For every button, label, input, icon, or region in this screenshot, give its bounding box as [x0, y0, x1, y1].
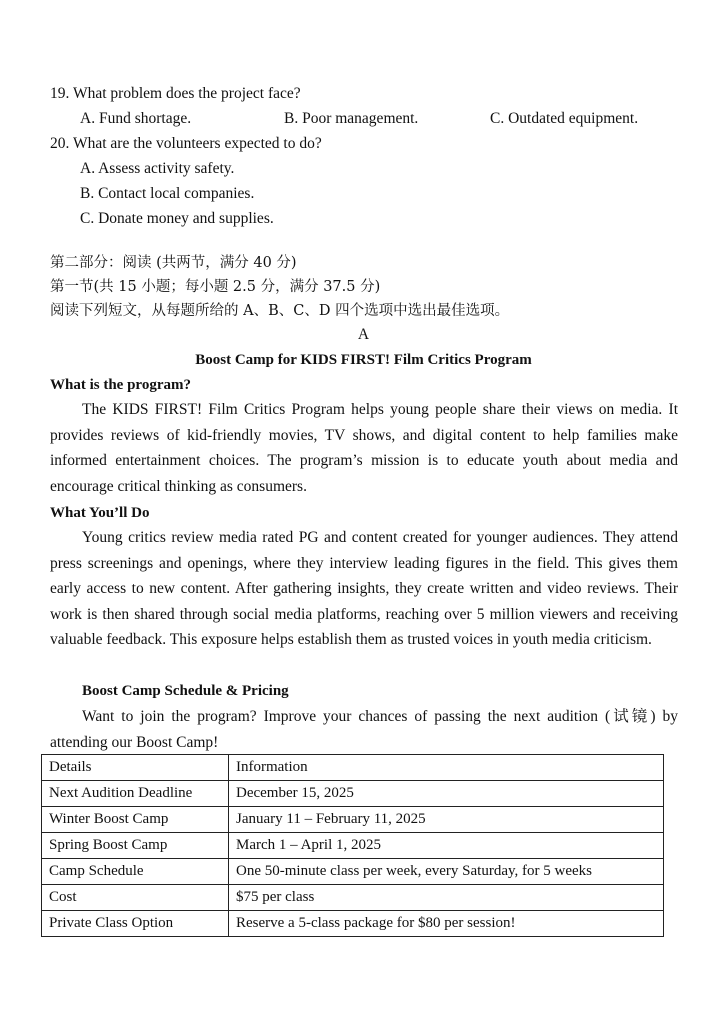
table-row [42, 781, 664, 807]
table-cell-detail: Spring Boost Camp [42, 833, 229, 859]
table-row [42, 885, 664, 911]
table-cell-info: Reserve a 5-class package for $80 per session! [229, 911, 664, 937]
passage-title: Boost Camp for KIDS FIRST! Film Critics Program [195, 352, 532, 368]
sub-title: 第一节(共 15 小题；每小题 2.5 分，满分 37.5 分) [50, 279, 381, 295]
paragraph-2: Young critics review media rated PG and content created for younger audiences. They attend press screenings and openings, where they interview leading figures in the field. This gives them early access to new content. After gathering insights, they create written and video reviews. Their work is then shared through social media platforms, reaching over 5 million viewers and receiving valuable feedback. This exposure helps establish them as trusted voices in youth media criticism. [50, 529, 678, 649]
table-header-information: Information [229, 755, 664, 781]
table-cell-detail: Winter Boost Camp [42, 807, 229, 833]
schedule-table [41, 754, 664, 937]
table-row [42, 859, 664, 885]
heading-schedule-pricing: Boost Camp Schedule & Pricing [82, 683, 289, 699]
question-20-stem: 20. What are the volunteers expected to do? [50, 135, 322, 152]
table-cell-info: December 15, 2025 [229, 781, 664, 807]
passage-letter: A [357, 326, 370, 343]
question-20-option-a: A. Assess activity safety. [80, 160, 235, 177]
table-row [42, 911, 664, 937]
paragraph-3: Want to join the program? Improve your chances of passing the next audition (试镜) by attending our Boost Camp! [50, 708, 678, 751]
table-header-details: Details [42, 755, 229, 781]
question-19-option-c: C. Outdated equipment. [490, 110, 639, 127]
question-20-option-c: C. Donate money and supplies. [80, 210, 274, 227]
instruction: 阅读下列短文，从每题所给的 A、B、C、D 四个选项中选出最佳选项。 [50, 303, 510, 319]
paragraph-1: The KIDS FIRST! Film Critics Program helps young people share their views on media. It provides reviews of kid-friendly movies, TV shows, and digital content to help families make informed entertainment choices. The program’s mission is to educate youth about media and encourage critical thinking as consumers. [50, 401, 678, 495]
table-cell-detail: Private Class Option [42, 911, 229, 937]
table-cell-detail: Next Audition Deadline [42, 781, 229, 807]
table-cell-info: March 1 – April 1, 2025 [229, 833, 664, 859]
part-title: 第二部分：阅读 (共两节，满分 40 分) [50, 255, 297, 271]
table-header-row [42, 755, 664, 781]
question-19-option-a: A. Fund shortage. [80, 110, 192, 127]
table-row [42, 833, 664, 859]
table-cell-detail: Cost [42, 885, 229, 911]
question-20-option-b: B. Contact local companies. [80, 185, 255, 202]
question-19-stem: 19. What problem does the project face? [50, 85, 301, 102]
table-cell-info: One 50-minute class per week, every Saturday, for 5 weeks [229, 859, 664, 885]
heading-what-youll-do: What You’ll Do [50, 505, 150, 521]
table-cell-detail: Camp Schedule [42, 859, 229, 885]
question-19-option-b: B. Poor management. [284, 110, 419, 127]
table-cell-info: $75 per class [229, 885, 664, 911]
table-row [42, 807, 664, 833]
heading-what-is-program: What is the program? [50, 377, 191, 393]
table-cell-info: January 11 – February 11, 2025 [229, 807, 664, 833]
